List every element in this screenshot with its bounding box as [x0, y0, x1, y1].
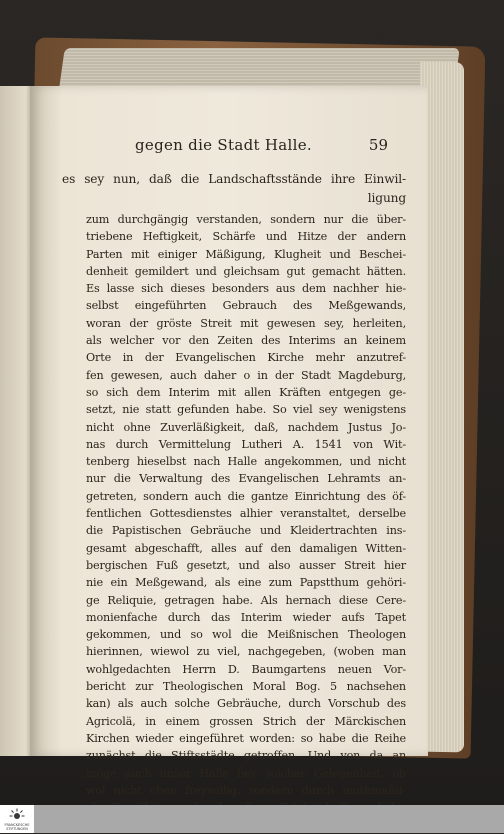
text-line: woran der gröste Streit mit gewesen sey, herleiten, [86, 316, 406, 330]
text-line: bericht zur Theologischen Moral Bog. 5 nachsehen [86, 680, 406, 694]
text-line: Agricolä, in einem grossen Strich der Märckischen [86, 714, 406, 728]
text-line: zum durchgängig verstanden, sondern nur die über- [86, 213, 406, 226]
text-line: nas durch Vermittelung Lutheri A. 1541 von Wit- [86, 437, 406, 451]
text-line: kan) als auch solche Gebräuche, durch Vorschub des [86, 697, 406, 711]
text-line: Orte in der Evangelischen Kirche mehr anzutref- [86, 351, 406, 365]
text-line: ligung [367, 191, 406, 205]
text-line: denheit gemildert und gleichsam gut gemacht hätten. [86, 264, 406, 278]
book-page [30, 86, 428, 797]
text-line: nie ein Meßgewand, als eine zum Papstthum gehöri- [86, 576, 406, 590]
text-line: bergischen Fuß gesetzt, und also ausser Streit hier [86, 558, 406, 572]
page-number: 59 [368, 136, 388, 154]
text-line: nur die Verwaltung des Evangelischen Lehramts an- [86, 472, 406, 486]
text-line: fentlichen Gottesdienstes alhier veranstaltet, derselbe [86, 507, 406, 521]
text-line: Es lasse sich dieses besonders aus dem nachher hie- [86, 282, 406, 296]
text-line: wohlgedachten Herrn D. Baumgartens neuen Vor- [86, 662, 406, 676]
running-head: gegen die Stadt Halle. [135, 136, 312, 154]
text-line: fen gewesen, auch daher o in der Stadt Magdeburg, [86, 368, 406, 382]
text-line: ge Reliquie, getragen habe. Als hernach diese Cere- [86, 593, 406, 607]
text-line: nicht ohne Zuverläßigkeit, daß, nachdem Justus Jo- [86, 420, 406, 434]
text-line: selbst eingeführten Gebrauch des Meßgewands, [86, 299, 406, 313]
text-line: Parten mit einiger Mäßigung, Klugheit und Beschei- [86, 247, 406, 261]
text-line: gesamt abgeschafft, alles auf den damaligen Witten- [86, 541, 406, 555]
text-line: hierinnen, wiewol zu viel, nachgegeben, (woben man [86, 645, 406, 659]
text-line: als welcher vor den Zeiten des Interims an keinem [86, 334, 406, 348]
text-line: so sich dem Interim mit allen Kräften entgegen ge- [86, 385, 406, 399]
franckesche-stiftungen-logo [0, 805, 34, 833]
text-line: monienfache durch das Interim wieder aufs Tapet [86, 610, 406, 624]
logo-text: FRANCKESCHE STIFTUNGEN [4, 823, 30, 831]
viewer-footer-bar [0, 805, 504, 833]
text-line: die Papistischen Gebräuche und Kleidertrachten ins- [86, 524, 406, 538]
text-line: gekommen, und so wol die Meißnischen Theologen [86, 628, 406, 642]
sun-emblem-icon [9, 808, 25, 822]
text-line: setzt, nie statt gefunden habe. So viel sey wenigstens [86, 403, 406, 417]
body-text [62, 170, 406, 834]
page-header [90, 136, 388, 162]
text-line: zunächst die Stiftsstädte getroffen. Und von da an [86, 749, 406, 763]
text-line: möge auch unser Halle bey solcher Gelegenheit, ob [86, 766, 406, 780]
text-line: tenberg hieselbst nach Halle angekommen, und nicht [86, 455, 406, 469]
page-block-top-edge [59, 48, 460, 88]
text-line: wol nicht eben freywillig, sondern durch muthmaßli- [86, 783, 406, 797]
text-line: getreten, sondern auch die gantze Einrichtung des öf- [86, 489, 406, 503]
text-line: triebene Heftigkeit, Schärfe und Hitze der andern [86, 230, 406, 244]
left-page-edge [0, 86, 32, 756]
text-line: Kirchen wieder eingeführet worden: so habe die Reihe [86, 731, 406, 745]
text-line: es sey nun, daß die Landschaftsstände ihre Einwil- [62, 172, 406, 186]
